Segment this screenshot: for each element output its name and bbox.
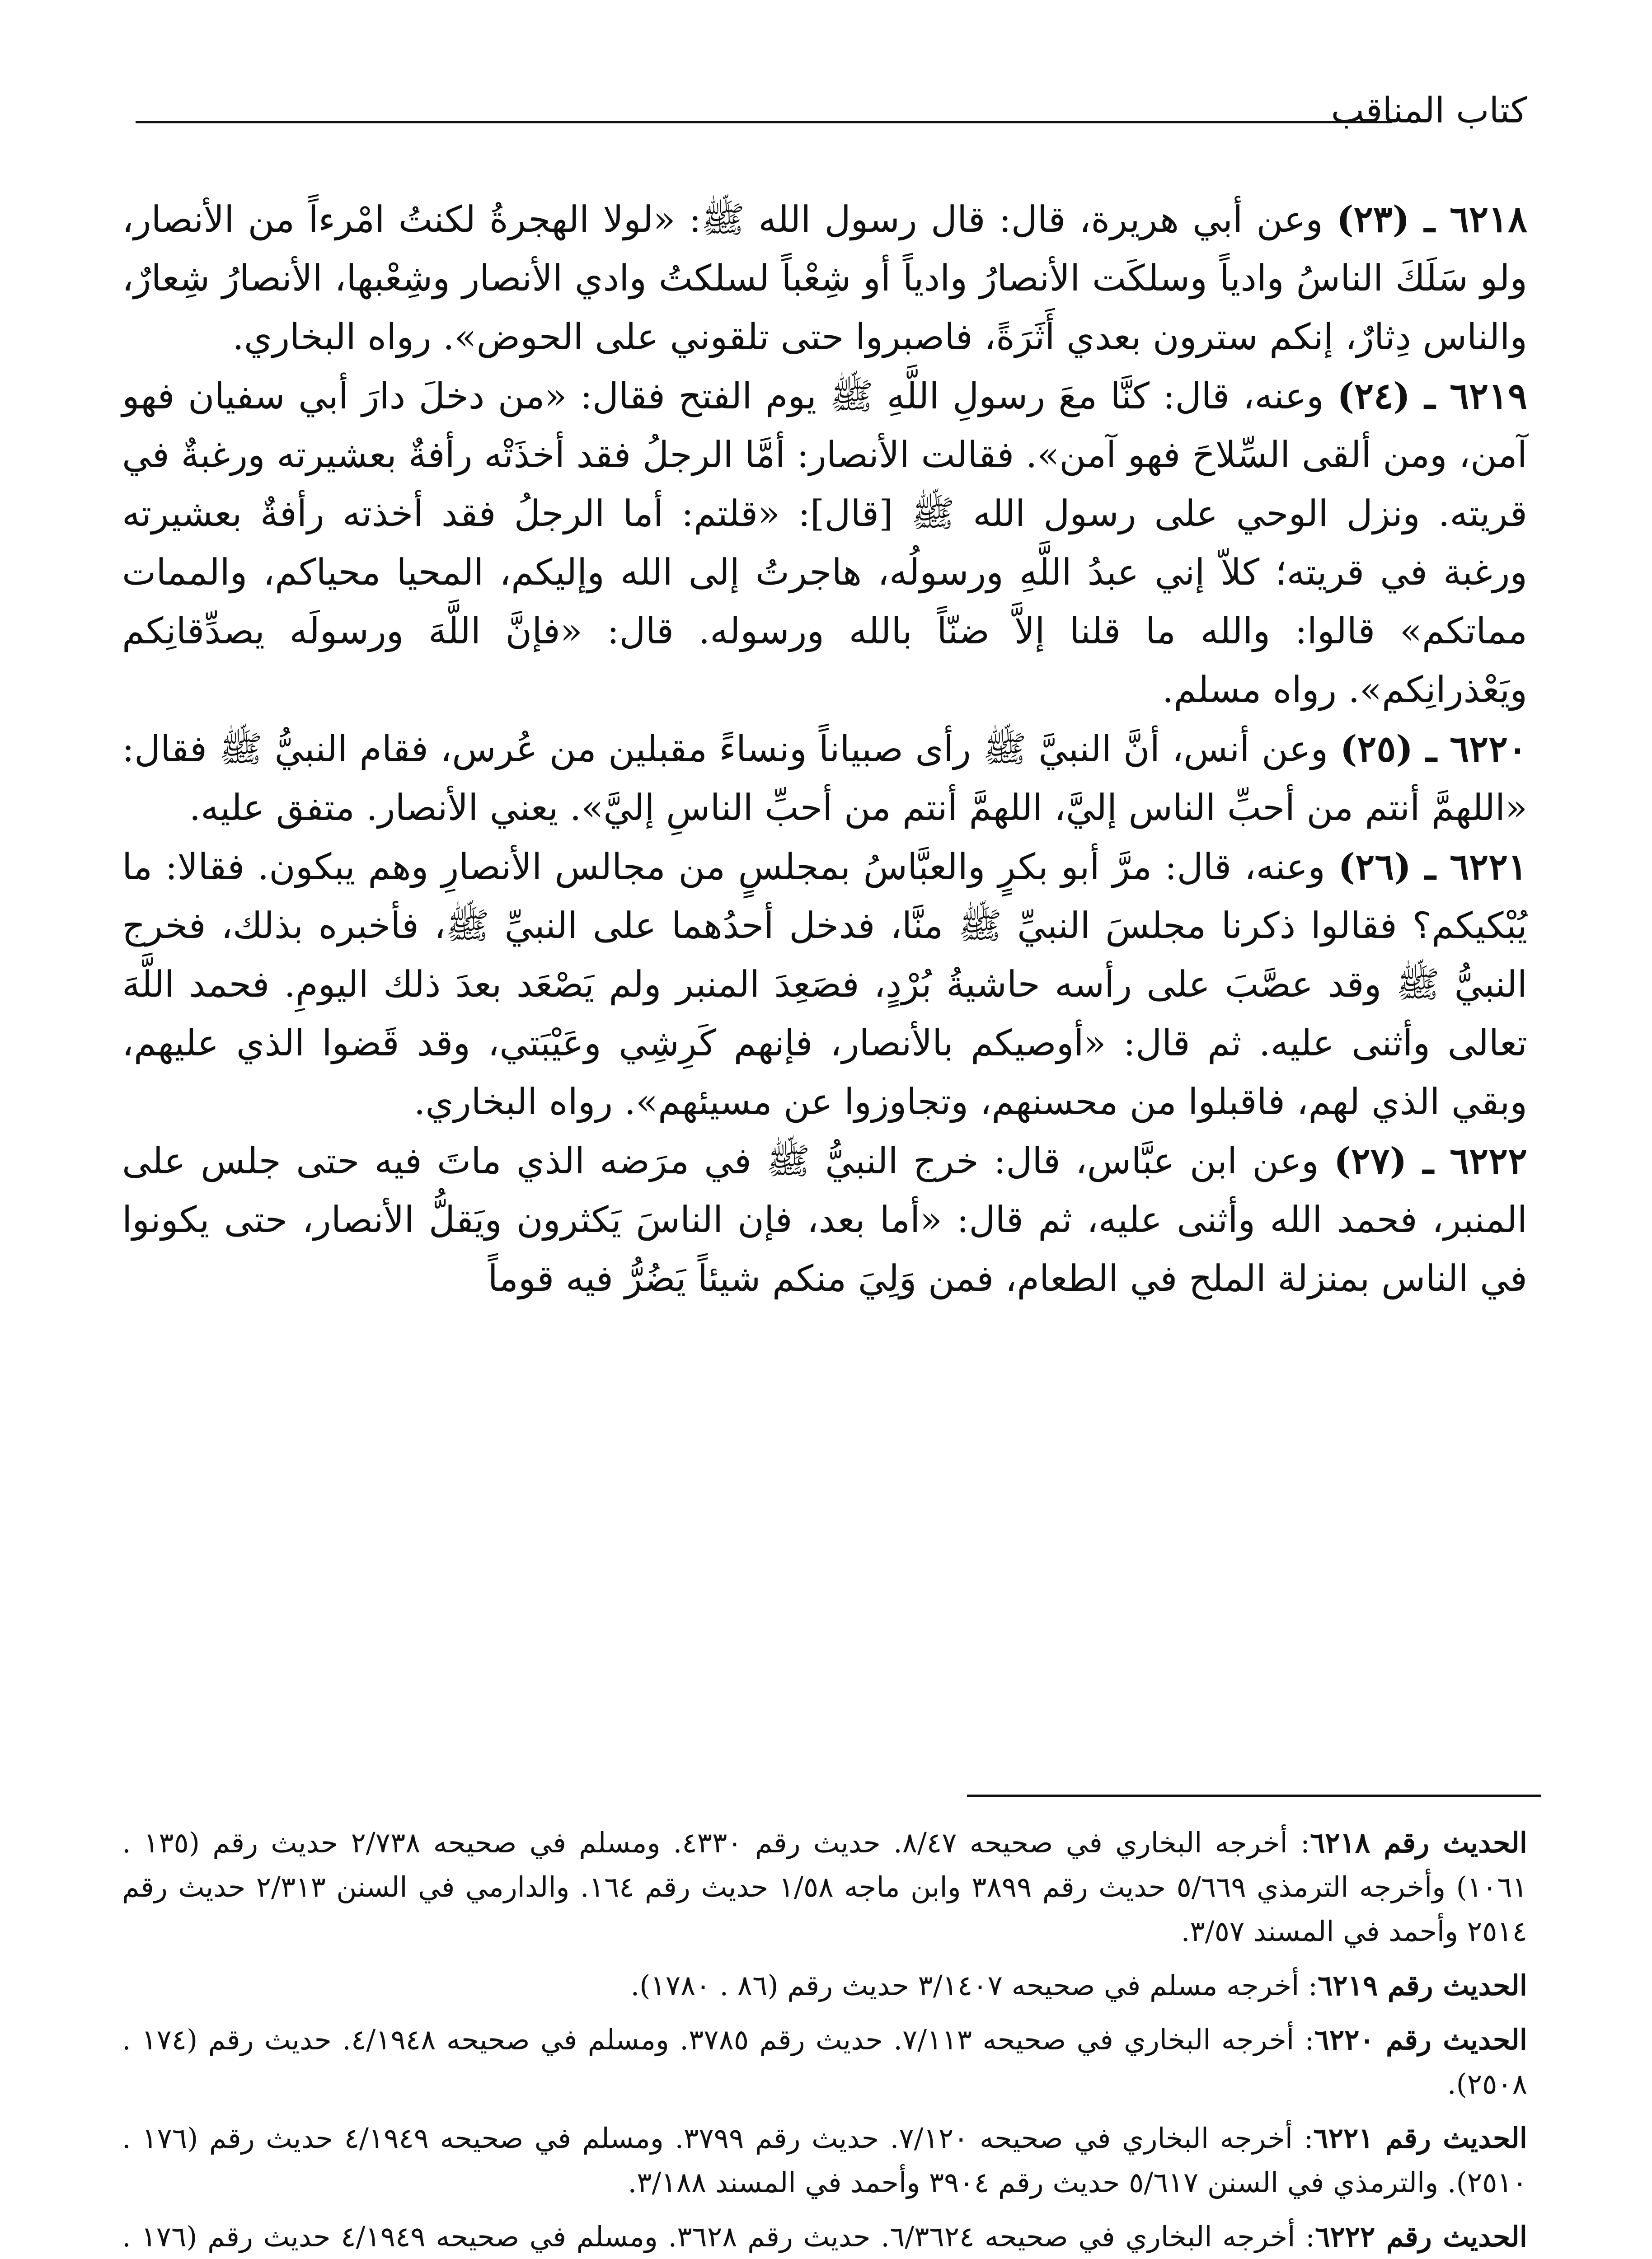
hadith-text: وعن ابن عبَّاس، قال: خرج النبيُّ ﷺ في مرَضه الذي ماتَ فيه حتى جلس على المنبر، فحمد الله وأثنى عليه، ثم قال: «أما بعد، فإن الناسَ يَكثرون ويَقلُّ الأنصار، حتى يكونوا في الناس بمنزلة الملح في الطعام، فمن وَلِيَ منكم شيئاً يَضُرُّ فيه قوماً xyxy=(122,1140,1527,1299)
hadith-text: وعنه، قال: كنَّا معَ رسولِ اللَّهِ ﷺ يوم الفتح فقال: «من دخلَ دارَ أبي سفيان فهو آمن، ومن ألقى السِّلاحَ فهو آمن». فقالت الأنصار: أمَّا الرجلُ فقد أخذَتْه رأفةٌ بعشيرته ورغبةٌ في قريته. ونزل الوحي على رسول الله ﷺ [قال]: «قلتم: أما الرجلُ فقد أخذته رأفةٌ بعشيرته ورغبة في قريته؛ كلاّ إني عبدُ اللَّهِ ورسولُه، هاجرتُ إلى الله وإليكم، المحيا محياكم، والممات مماتكم» قالوا: والله ما قلنا إلاَّ ضنّاً بالله ورسوله. قال: «فإنَّ اللَّهَ ورسولَه يصدِّقانِكم ويَعْذرانِكم». رواه مسلم. xyxy=(122,375,1528,711)
hadith-6220 xyxy=(122,719,1527,837)
hadith-6219 xyxy=(122,366,1527,719)
hadith-text: وعن أبي هريرة، قال: قال رسول الله ﷺ: «لولا الهجرةُ لكنتُ امْرءاً من الأنصار، ولو سَلَكَ الناسُ وادياً وسلكَت الأنصارُ وادياً أو شِعْباً لسلكتُ وادي الأنصار وشِعْبها، الأنصارُ شِعارٌ، والناس دِثارٌ، إنكم سترون بعدي أَثَرَةً، فاصبروا حتى تلقوني على الحوض». رواه البخاري. xyxy=(122,198,1527,358)
footnote-text: : أخرجه البخاري في صحيحه ٦/٣٦٢٤. حديث رقم ٣٦٢٨. ومسلم في صحيحه ٤/١٩٤٩ حديث رقم (١٧٦ . xyxy=(122,2220,1315,2253)
hadith-6221 xyxy=(122,837,1527,1131)
header-rule xyxy=(136,121,1392,123)
hadith-6222 xyxy=(122,1131,1527,1308)
footnote-label: الحديث رقم ٦٢١٩ xyxy=(1317,1969,1527,2002)
hadith-text: وعن أنس، أنَّ النبيَّ ﷺ رأى صبياناً ونساءً مقبلين من عُرس، فقام النبيُّ ﷺ فقال: «اللهمَّ أنتم من أحبِّ الناس إليَّ، اللهمَّ أنتم من أحبِّ الناسِ إليَّ». يعني الأنصار. متفق عليه. xyxy=(122,728,1527,829)
hadith-number: ٦٢٢٢ ـ (٢٧) xyxy=(1333,1139,1527,1182)
footnote-label: الحديث رقم ٦٢٢٠ xyxy=(1314,2023,1527,2056)
footnote-text: : أخرجه مسلم في صحيحه ٣/١٤٠٧ حديث رقم (٨٦ . ١٧٨٠). xyxy=(630,1969,1318,2002)
hadith-6218 xyxy=(122,190,1527,366)
footnote-label: الحديث رقم ٦٢٢٢ xyxy=(1315,2220,1527,2253)
footnote-text: : أخرجه البخاري في صحيحه ٧/١٢٠. حديث رقم ٣٧٩٩. ومسلم في صحيحه ٤/١٩٤٩ حديث رقم (١٧٦ . ٢٥١٠). والترمذي في السنن ٥/٦١٧ حديث رقم ٣٩٠٤ وأحمد في المسند ٣/١٨٨. xyxy=(122,2122,1527,2199)
hadith-number: ٦٢١٨ ـ (٢٣) xyxy=(1336,198,1527,240)
footnote-6220 xyxy=(122,2018,1527,2106)
running-head xyxy=(136,86,1527,140)
main-text xyxy=(122,190,1527,1308)
footnote-label: الحديث رقم ٦٢٢١ xyxy=(1313,2122,1527,2155)
footnote-6222 xyxy=(122,2215,1527,2259)
footnotes xyxy=(122,1821,1527,2259)
footnote-6218 xyxy=(122,1821,1527,1954)
hadith-text: وعنه، قال: مرَّ أبو بكرٍ والعبَّاسُ بمجلسٍ من مجالس الأنصارِ وهم يبكون. فقالا: ما يُبْكيكم؟ فقالوا ذكرنا مجلسَ النبيِّ ﷺ منَّا، فدخل أحدُهما على النبيِّ ﷺ، فأخبره بذلك، فخرج النبيُّ ﷺ وقد عصَّبَ على رأسه حاشيةُ بُرْدٍ، فصَعِدَ المنبر ولم يَصْعَد بعدَ ذلك اليومِ. فحمد اللَّهَ تعالى وأثنى عليه. ثم قال: «أوصيكم بالأنصار، فإنهم كَرِشِي وعَيْبَتي، وقد قَضوا الذي عليهم، وبقي الذي لهم، فاقبلوا من محسنهم، وتجاوزوا عن مسيئهم». رواه البخاري. xyxy=(122,846,1527,1123)
hadith-number: ٦٢٢١ ـ (٢٦) xyxy=(1338,845,1528,888)
footnote-6219 xyxy=(122,1964,1527,2008)
chapter-title: كتاب المناقب xyxy=(1331,90,1527,131)
hadith-number: ٦٢٢٠ ـ (٢٥) xyxy=(1340,727,1528,770)
hadith-number: ٦٢١٩ ـ (٢٤) xyxy=(1337,375,1527,417)
footnote-separator xyxy=(967,1795,1541,1797)
footnote-text: : أخرجه البخاري في صحيحه ٨/٤٧. حديث رقم ٤٣٣٠. ومسلم في صحيحه ٢/٧٣٨ حديث رقم (١٣٥ . ١٠٦١) وأخرجه الترمذي ٥/٦٦٩ حديث رقم ٣٨٩٩ وابن ماجه ١/٥٨ حديث رقم ١٦٤. والدارمي في السنن ٢/٣١٣ حديث رقم ٢٥١٤ وأحمد في المسند ٣/٥٧. xyxy=(122,1826,1527,1948)
footnote-label: الحديث رقم ٦٢١٨ xyxy=(1309,1826,1527,1859)
footnote-6221 xyxy=(122,2116,1527,2205)
footnote-text: : أخرجه البخاري في صحيحه ٧/١١٣. حديث رقم ٣٧٨٥. ومسلم في صحيحه ٤/١٩٤٨. حديث رقم (١٧٤ . ٢٥٠٨). xyxy=(122,2023,1527,2100)
